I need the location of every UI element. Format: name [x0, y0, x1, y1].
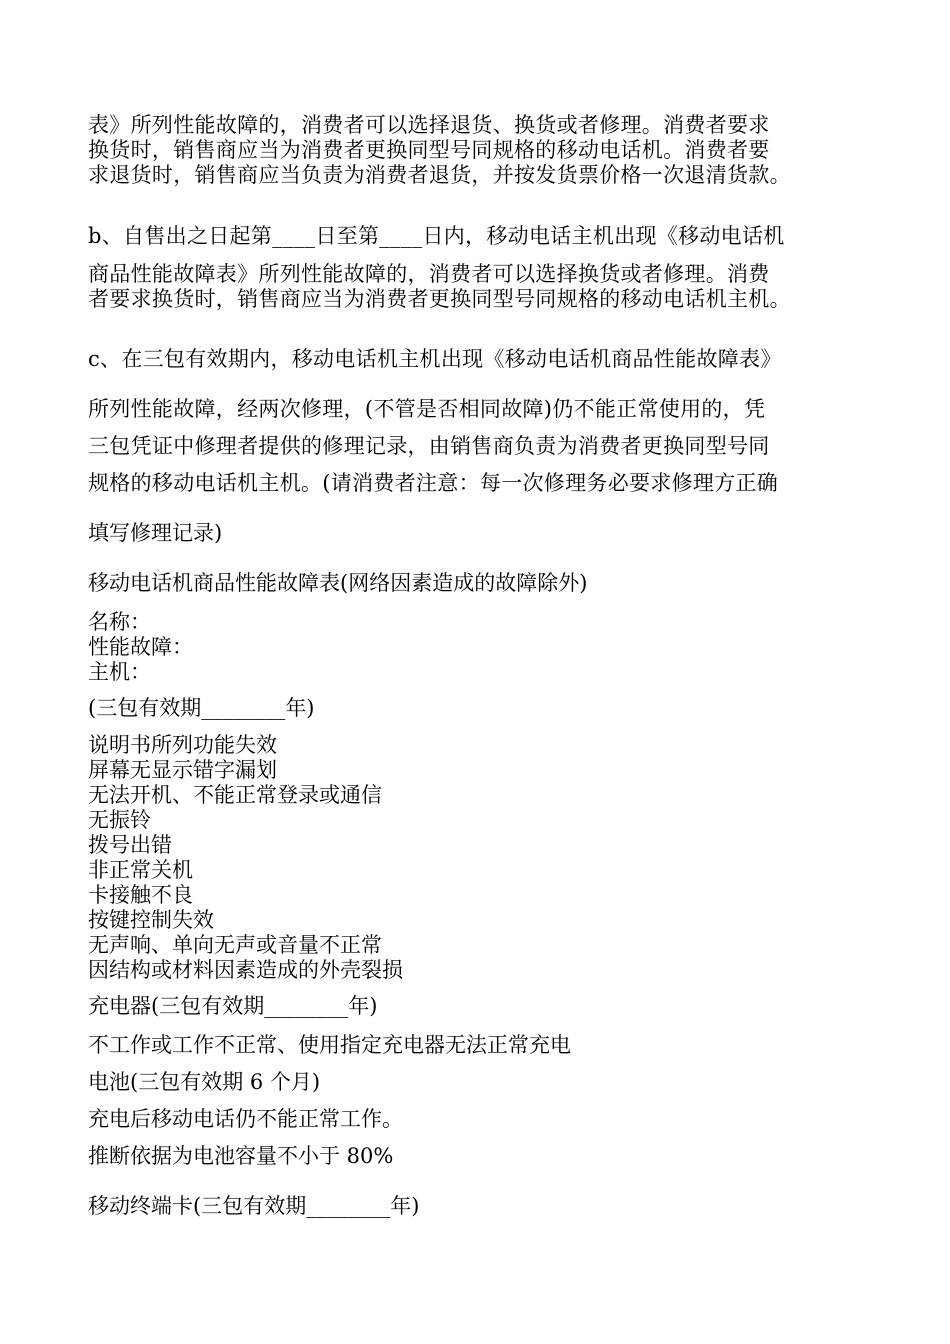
text-line: 移动电话机商品性能故障表(网络因素造成的故障除外): [88, 571, 588, 595]
battery-criterion: [88, 1144, 878, 1169]
text-line: 三包凭证中修理者提供的修理记录，由销售商负责为消费者更换同型号同: [88, 434, 770, 458]
text-line: 推断依据为电池容量不小于 80%: [88, 1144, 394, 1168]
host-fault-list: [88, 733, 878, 983]
paragraph-b-exchange: [88, 262, 878, 312]
list-item: 说明书所列功能失效: [88, 733, 277, 757]
text-line: 所列性能故障，经两次修理，(不管是否相同故障)仍不能正常使用的，凭: [88, 397, 766, 421]
paragraph-c-line-5: [88, 521, 878, 546]
paragraph-b-first-line: [88, 224, 878, 249]
label-host: 主机：: [88, 660, 151, 684]
text-line: c、在三包有效期内，移动电话机主机出现《移动电话机商品性能故障表》: [88, 347, 782, 371]
paragraph-c-line-3: [88, 434, 878, 459]
charger-warranty: [88, 994, 878, 1019]
host-warranty: [88, 696, 878, 721]
list-item: 卡接触不良: [88, 883, 193, 907]
paragraph-c-line-4: [88, 471, 878, 496]
text-line: 电池(三包有效期 6 个月): [88, 1070, 321, 1094]
battery-warranty: [88, 1070, 878, 1095]
list-item: 非正常关机: [88, 858, 193, 882]
text-line: 换货时，销售商应当为消费者更换同型号同规格的移动电话机。消费者要: [88, 138, 770, 162]
text-line: 商品性能故障表》所列性能故障的，消费者可以选择换货或者修理。消费: [88, 262, 770, 286]
text-line: (三包有效期________年): [88, 696, 315, 720]
text-line: 规格的移动电话机主机。(请消费者注意：每一次修理务必要求修理方正确: [88, 471, 779, 495]
list-item: 无振铃: [88, 808, 151, 832]
label-fault: 性能故障：: [88, 635, 193, 659]
text-line: b、自售出之日起第____日至第____日内，移动电话主机出现《移动电话机: [88, 224, 785, 248]
list-item: 拨号出错: [88, 833, 172, 857]
text-line: 求退货时，销售商应当负责为消费者退货，并按发货票价格一次退清货款。: [88, 163, 791, 187]
text-line: 填写修理记录): [88, 521, 223, 545]
list-item: 屏幕无显示错字漏划: [88, 758, 277, 782]
list-item: 无声响、单向无声或音量不正常: [88, 933, 382, 957]
text-line: 表》所列性能故障的，消费者可以选择退货、换货或者修理。消费者要求: [88, 113, 770, 137]
text-line: 充电器(三包有效期________年): [88, 994, 378, 1018]
battery-fault: [88, 1107, 878, 1132]
fault-table-title: [88, 571, 878, 596]
text-line: 充电后移动电话仍不能正常工作。: [88, 1107, 403, 1131]
paragraph-return-policy: [88, 113, 878, 188]
list-item: 无法开机、不能正常登录或通信: [88, 783, 382, 807]
text-line: 移动终端卡(三包有效期________年): [88, 1194, 420, 1218]
charger-fault: [88, 1033, 878, 1058]
list-item: 按键控制失效: [88, 908, 214, 932]
card-warranty: [88, 1194, 878, 1219]
text-line: 者要求换货时，销售商应当为消费者更换同型号同规格的移动电话机主机。: [88, 287, 791, 311]
fault-table-labels: [88, 610, 878, 685]
list-item: 因结构或材料因素造成的外壳裂损: [88, 958, 403, 982]
label-name: 名称：: [88, 610, 151, 634]
paragraph-c-line-2: [88, 397, 878, 422]
text-line: 不工作或工作不正常、使用指定充电器无法正常充电: [88, 1033, 571, 1057]
paragraph-c-first-line: [88, 347, 878, 372]
